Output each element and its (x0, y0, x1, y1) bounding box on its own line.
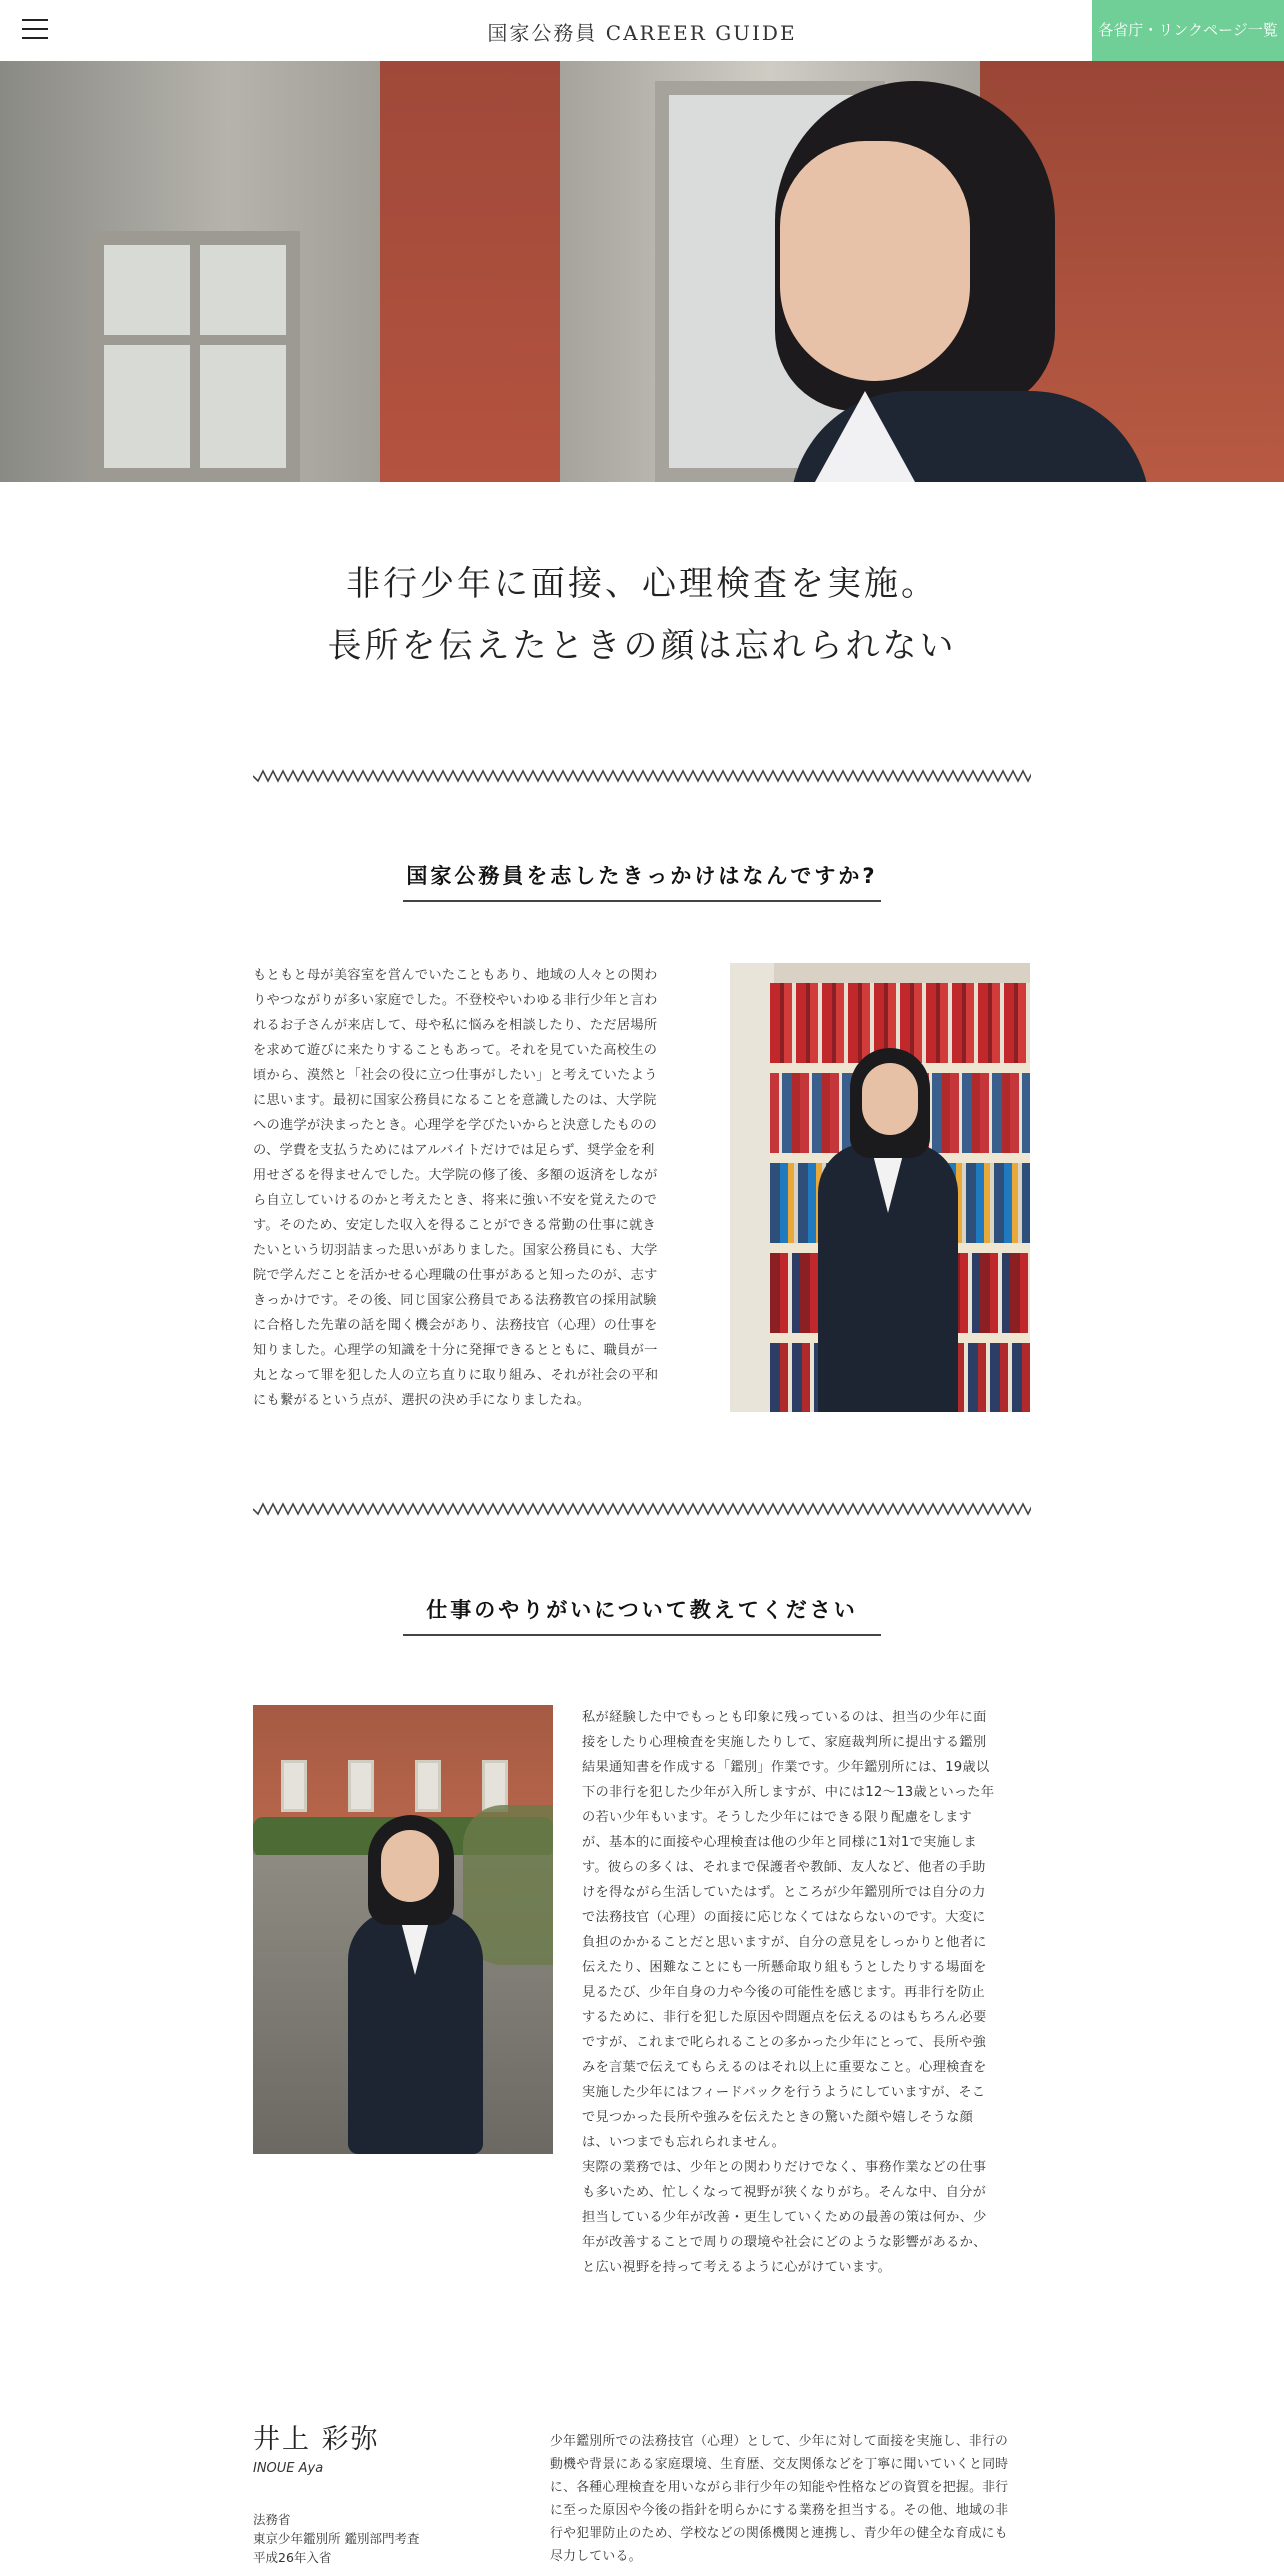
text-line: けを得ながら生活していたはず。ところが少年鑑別所では自分の力 (582, 1885, 986, 1900)
text-line: 少年鑑別所での法務技官（心理）として、少年に対して面接を実施し、非行の (550, 2434, 1009, 2449)
text-line: 用せざるを得ませんでした。大学院の修了後、多額の返済をしなが (253, 1168, 658, 1183)
text-line: するために、非行を犯した原因や問題点を伝えるのはもちろん必要 (582, 2010, 987, 2025)
wave-divider (253, 769, 1031, 783)
text-line: と広い視野を持って考えるように心がけています。 (582, 2260, 892, 2275)
outdoor-portrait-photo (253, 1705, 553, 2154)
text-line: ですが、これまで叱られることの多かった少年にとって、長所や強 (582, 2035, 987, 2050)
catch-line-1: 非行少年に面接、心理検査を実施。 (346, 564, 938, 604)
site-header (0, 0, 1284, 61)
profile-roman-name: INOUE Aya (253, 2461, 324, 2476)
text-line: たいという切羽詰まった思いがありました。国家公務員にも、大学 (253, 1243, 658, 1258)
text-line: りやつながりが多い家庭でした。不登校やいわゆる非行少年と言わ (253, 993, 658, 1008)
text-line: 担当している少年が改善・更生していくための最善の策は何か、少 (582, 2210, 987, 2225)
text-line: 頃から、漠然と「社会の役に立つ仕事がしたい」と考えていたよう (253, 1068, 658, 1083)
text-line: に、各種心理検査を用いながら非行少年の知能や性格などの資質を把握。非行 (550, 2480, 1009, 2495)
answer-text-1 (253, 963, 693, 1413)
answer-text-2 (582, 1705, 1032, 2280)
text-line: 私が経験した中でもっとも印象に残っているのは、担当の少年に面 (582, 1710, 987, 1725)
text-line: 伝えたり、困難なことにも一所懸命取り組もうとしたりする場面を (582, 1960, 987, 1975)
catch-copy (0, 553, 1284, 677)
site-title[interactable]: 国家公務員 CAREER GUIDE (487, 21, 797, 45)
text-line: 下の非行を犯した少年が入所しますが、中には12～13歳といった年 (582, 1785, 995, 1800)
text-line: が、基本的に面接や心理検査は他の少年と同様に1対1で実施しま (582, 1835, 978, 1850)
text-line: 動機や背景にある家庭環境、生育歴、交友関係などを丁寧に聞いていくと同時 (550, 2457, 1009, 2472)
profile-ministry: 法務省 (253, 2512, 291, 2527)
text-line: 負担のかかることだと思いますが、自分の意見をしっかりと他者に (582, 1935, 987, 1950)
text-line: にも繋がるという点が、選択の決め手になりましたね。 (253, 1393, 591, 1408)
text-line: ら自立していけるのかと考えたとき、将来に強い不安を覚えたので (253, 1193, 658, 1208)
profile-joined: 平成26年入省 (253, 2550, 332, 2565)
ministry-links-button[interactable]: 各省庁・リンクページ一覧 (1092, 0, 1284, 61)
text-line: 行や犯罪防止のため、学校などの関係機関と連携し、青少年の健全な育成にも (550, 2526, 1008, 2541)
text-line: もともと母が美容室を営んでいたこともあり、地域の人々との関わ (253, 968, 658, 983)
question-heading-1: 国家公務員を志したきっかけはなんですか? (403, 860, 881, 902)
text-line: す。そのため、安定した収入を得ることができる常勤の仕事に就き (253, 1218, 657, 1233)
text-line: 院で学んだことを活かせる心理職の仕事があると知ったのが、志す (253, 1268, 658, 1283)
catch-line-2: 長所を伝えたときの顔は忘れられない (327, 626, 957, 666)
text-line: に至った原因や今後の指針を明らかにする業務を担当する。その他、地域の非 (550, 2503, 1009, 2518)
text-line: 実施した少年にはフィードバックを行うようにしていますが、そこ (582, 2085, 986, 2100)
wave-divider (253, 1502, 1031, 1516)
text-line: 見るたび、少年自身の力や今後の可能性を感じます。再非行を防止 (582, 1985, 986, 2000)
text-line: 結果通知書を作成する「鑑別」作業です。少年鑑別所には、19歳以 (582, 1760, 990, 1775)
question-heading-2: 仕事のやりがいについて教えてください (403, 1594, 881, 1636)
text-line: きっかけです。その後、同じ国家公務員である法務教官の採用試験 (253, 1293, 657, 1308)
text-line: みを言葉で伝えてもらえるのはそれ以上に重要なこと。心理検査を (582, 2060, 987, 2075)
profile-meta (253, 2510, 493, 2567)
text-line: で見つかった長所や強みを伝えたときの驚いた顔や嬉しそうな顔 (582, 2110, 974, 2125)
text-line: の若い少年もいます。そうした少年にはできる限り配慮をします (582, 1810, 973, 1825)
hero-image (0, 61, 1284, 482)
text-line: も多いため、忙しくなって視野が狭くなりがち。そんな中、自分が (582, 2185, 987, 2200)
text-line: 丸となって罪を犯した人の立ち直りに取り組み、それが社会の平和 (253, 1368, 659, 1383)
text-line: 尽力している。 (550, 2549, 642, 2564)
text-line: に合格した先輩の話を聞く機会があり、法務技官（心理）の仕事を (253, 1318, 658, 1333)
profile-name: 井上 彩弥 (253, 2424, 380, 2455)
library-portrait-photo (730, 963, 1030, 1412)
text-line: は、いつまでも忘れられません。 (582, 2135, 786, 2150)
text-line: す。彼らの多くは、それまで保護者や教師、友人など、他者の手助 (582, 1860, 986, 1875)
text-line: れるお子さんが来店して、母や私に悩みを相談したり、ただ居場所 (253, 1018, 658, 1033)
text-line: 知りました。心理学の知識を十分に発揮できるとともに、職員が一 (253, 1343, 658, 1358)
text-line: への進学が決まったとき。心理学を学びたいからと決意したものの (253, 1118, 658, 1133)
profile-description (550, 2430, 1030, 2568)
text-line: 実際の業務では、少年との関わりだけでなく、事務作業などの仕事 (582, 2160, 987, 2175)
text-line: で法務技官（心理）の面接に応じなくてはならないのです。大変に (582, 1910, 986, 1925)
text-line: の、学費を支払うためにはアルバイトだけでは足らず、奨学金を利 (253, 1143, 655, 1158)
profile-office: 東京少年鑑別所 鑑別部門考査 (253, 2531, 420, 2546)
text-line: に思います。最初に国家公務員になることを意識したのは、大学院 (253, 1093, 657, 1108)
text-line: 接をしたり心理検査を実施したりして、家庭裁判所に提出する鑑別 (582, 1735, 987, 1750)
text-line: 年が改善することで周りの環境や社会にどのような影響があるか、 (582, 2235, 987, 2250)
text-line: を求めて遊びに来たりすることもあって。それを見ていた高校生の (253, 1043, 658, 1058)
